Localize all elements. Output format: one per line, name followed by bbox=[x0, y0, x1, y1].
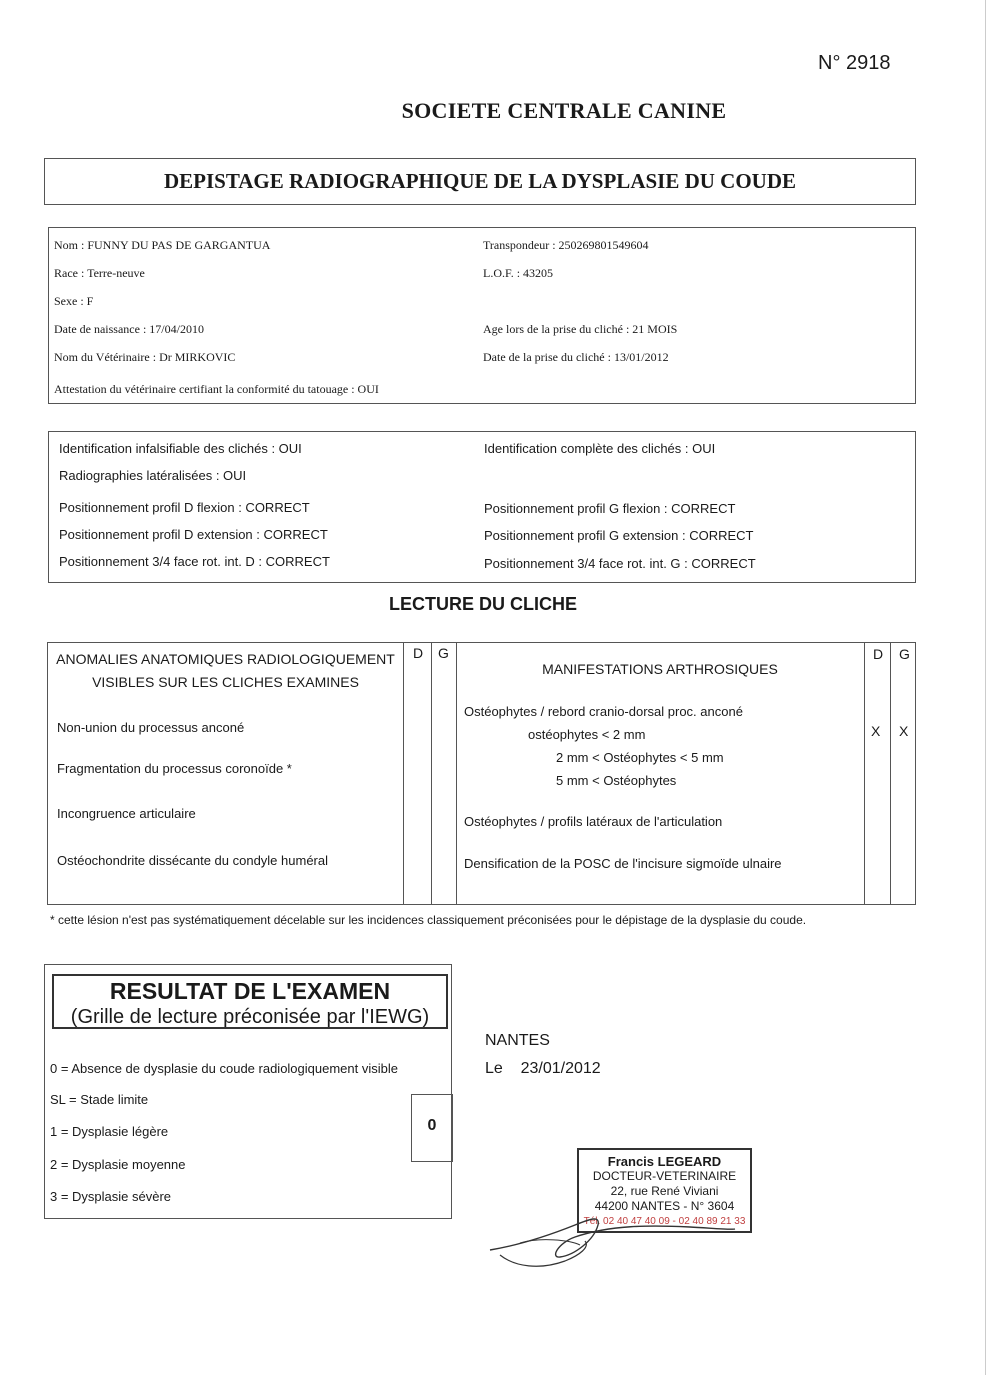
age-at-xray: Age lors de la prise du cliché : 21 MOIS bbox=[483, 322, 678, 336]
footnote: * cette lésion n'est pas systématiquement décelable sur les incidences classiquement préconisées pour le dépistage de la dysplasie du coude. bbox=[50, 913, 807, 927]
anomalies-header: ANOMALIES ANATOMIQUES RADIOLOGIQUEMENT VISIBLES SUR LES CLICHES EXAMINES bbox=[56, 651, 395, 690]
arthrosis-item: Ostéophytes / profils latéraux de l'articulation bbox=[464, 814, 723, 829]
column-divider bbox=[890, 643, 891, 904]
stamp-city: 44200 NANTES - N° 3604 bbox=[594, 1199, 735, 1213]
page-edge bbox=[985, 0, 986, 1375]
result-section bbox=[44, 964, 452, 1219]
grade-item: 0 = Absence de dysplasie du coude radiologiquement visible bbox=[50, 1061, 398, 1076]
technique-right-item: Positionnement profil G flexion : CORRECT bbox=[484, 501, 736, 516]
col-d-header: D bbox=[413, 645, 424, 661]
dog-info-section bbox=[48, 227, 916, 404]
arthrosis-header: MANIFESTATIONS ARTHROSIQUES bbox=[542, 661, 778, 677]
column-divider bbox=[431, 643, 432, 904]
stamp-street: 22, rue René Viviani bbox=[610, 1184, 719, 1198]
dog-name: Nom : FUNNY DU PAS DE GARGANTUA bbox=[54, 238, 271, 252]
technique-right-item: Identification complète des clichés : OUI bbox=[484, 441, 716, 456]
arthrosis-subitem: ostéophytes < 2 mm bbox=[528, 727, 646, 742]
grade-item: 3 = Dysplasie sévère bbox=[50, 1189, 172, 1204]
arthrosis-item: Ostéophytes / rebord cranio-dorsal proc. anconé bbox=[464, 704, 743, 719]
stamp-name: Francis LEGEARD bbox=[607, 1154, 722, 1169]
result-title-box bbox=[52, 974, 448, 1029]
technique-left-item: Positionnement profil D flexion : CORRECT bbox=[59, 500, 310, 515]
mark-d: X bbox=[871, 723, 881, 739]
col-g-header: G bbox=[438, 645, 449, 661]
arthrosis-subitem: 5 mm < Ostéophytes bbox=[556, 773, 677, 788]
result-value: 0 bbox=[411, 1094, 453, 1162]
technique-left-item: Identification infalsifiable des clichés : OUI bbox=[59, 441, 302, 456]
anomaly-item: Ostéochondrite dissécante du condyle huméral bbox=[57, 853, 328, 868]
signature bbox=[480, 1195, 740, 1285]
dog-sex: Sexe : F bbox=[54, 294, 94, 308]
col-d-header-right: D bbox=[873, 646, 884, 662]
grade-item: 1 = Dysplasie légère bbox=[50, 1124, 169, 1139]
document-title: DEPISTAGE RADIOGRAPHIQUE DE LA DYSPLASIE DU COUDE bbox=[163, 169, 797, 193]
date: Le 23/01/2012 bbox=[485, 1060, 601, 1077]
anomaly-item: Fragmentation du processus coronoïde * bbox=[57, 761, 292, 776]
technique-left-item: Radiographies latéralisées : OUI bbox=[59, 468, 247, 483]
column-divider bbox=[456, 643, 457, 904]
column-divider bbox=[864, 643, 865, 904]
transponder: Transpondeur : 250269801549604 bbox=[483, 238, 649, 252]
arthrosis-item: Densification de la POSC de l'incisure sigmoïde ulnaire bbox=[464, 856, 782, 871]
lecture-table bbox=[47, 642, 916, 905]
technique-left-item: Positionnement profil D extension : CORRECT bbox=[59, 527, 328, 542]
technique-left-item: Positionnement 3/4 face rot. int. D : CORRECT bbox=[59, 554, 330, 569]
arthrosis-subitem: 2 mm < Ostéophytes < 5 mm bbox=[556, 750, 724, 765]
column-divider bbox=[403, 643, 404, 904]
stamp-phone: Tél. 02 40 47 40 09 - 02 40 89 21 33 bbox=[583, 1216, 746, 1227]
grade-item: 2 = Dysplasie moyenne bbox=[50, 1157, 186, 1172]
technique-right-item: Positionnement 3/4 face rot. int. G : CORRECT bbox=[484, 556, 756, 571]
technique-section bbox=[48, 431, 916, 583]
lecture-title: LECTURE DU CLICHE bbox=[389, 594, 577, 614]
anomaly-item: Non-union du processus anconé bbox=[57, 720, 245, 735]
document-number: N° 2918 bbox=[818, 52, 891, 74]
col-g-header-right: G bbox=[899, 646, 910, 662]
society-title: SOCIETE CENTRALE CANINE bbox=[401, 98, 727, 123]
dog-breed: Race : Terre-neuve bbox=[54, 266, 145, 280]
vet-name: Nom du Vétérinaire : Dr MIRKOVIC bbox=[54, 350, 236, 364]
result-title: RESULTAT DE L'EXAMEN bbox=[109, 978, 391, 1004]
technique-right-item: Positionnement profil G extension : CORRECT bbox=[484, 528, 754, 543]
tattoo-attestation: Attestation du vétérinaire certifiant la conformité du tatouage : OUI bbox=[54, 382, 379, 396]
birth-date: Date de naissance : 17/04/2010 bbox=[54, 322, 204, 336]
xray-date: Date de la prise du cliché : 13/01/2012 bbox=[483, 350, 669, 364]
mark-g: X bbox=[899, 723, 909, 739]
lof-number: L.O.F. : 43205 bbox=[483, 266, 554, 280]
anomaly-item: Incongruence articulaire bbox=[57, 806, 196, 821]
city: NANTES bbox=[485, 1032, 550, 1049]
stamp-title: DOCTEUR-VETERINAIRE bbox=[592, 1169, 737, 1183]
result-subtitle: (Grille de lecture préconisée par l'IEWG) bbox=[70, 1006, 430, 1028]
grade-item: SL = Stade limite bbox=[50, 1092, 149, 1107]
